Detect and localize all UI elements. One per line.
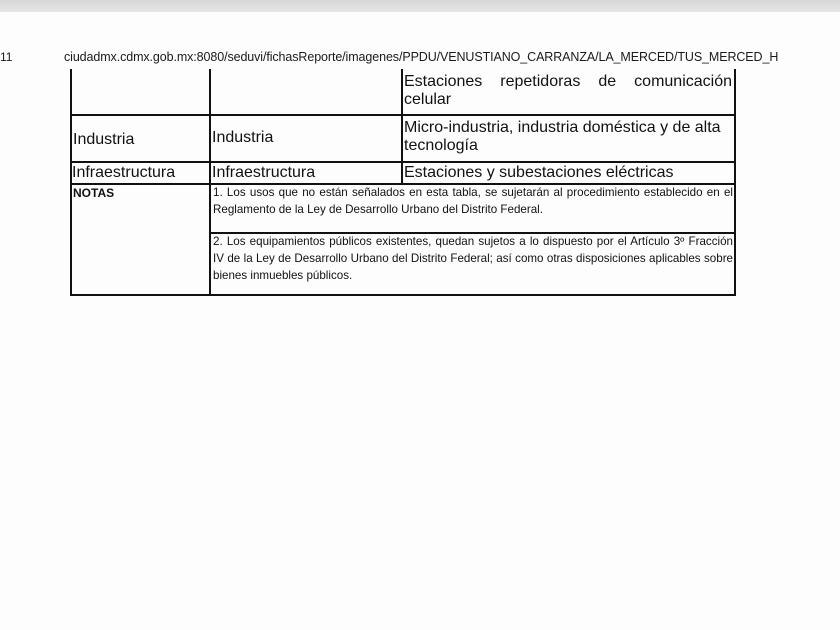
- table-row-2-col2: [212, 129, 273, 147]
- notes-label: NOTAS: [73, 186, 115, 200]
- page-number: 11: [0, 50, 13, 64]
- row-divider-2: [70, 161, 736, 163]
- table-row-2-col1: [73, 131, 134, 149]
- cell-text: Infraestructura: [72, 164, 176, 181]
- table-row-3-col1: [72, 164, 175, 182]
- table-row-2-col3: [404, 119, 732, 156]
- land-use-table: [70, 69, 736, 296]
- column-divider-2: [401, 69, 403, 185]
- cell-text: Industria: [73, 131, 135, 148]
- cell-text: Estaciones repetidoras de comunicación celular: [404, 73, 732, 109]
- cell-text: Estaciones y subestaciones eléctricas: [404, 164, 674, 181]
- table-row-3-col3: [404, 164, 673, 182]
- table-row-3-col2: [212, 164, 315, 182]
- note-2: [213, 234, 733, 284]
- cell-text: Micro-industria, industria doméstica y de alta tecnología: [404, 119, 721, 155]
- source-url: ciudadmx.cdmx.gob.mx:8080/seduvi/fichasReporte/imagenes/PPDU/VENUSTIANO_CARRANZA/LA_MERCED/TUS_MERCED_H: [64, 50, 779, 64]
- cell-text: Infraestructura: [212, 164, 316, 181]
- table-row-1-col3: [404, 73, 732, 110]
- row-divider-1: [70, 114, 736, 116]
- note-text: 1. Los usos que no están señalados en esta tabla, se sujetarán al procedimiento establecido en el Reglamento de la Ley de Desarrollo Urbano del Distrito Federal.: [213, 186, 733, 216]
- note-text: 2. Los equipamientos públicos existentes, quedan sujetos a lo dispuesto por el Artículo 3º Fracción IV de la Ley de Desarrollo Urbano del Distrito Federal; así como otras disposiciones aplicables sobre bienes inmuebles públicos.: [213, 235, 733, 282]
- cell-text: Industria: [212, 129, 274, 146]
- note-1: [213, 185, 733, 219]
- table-border-bottom: [70, 294, 736, 296]
